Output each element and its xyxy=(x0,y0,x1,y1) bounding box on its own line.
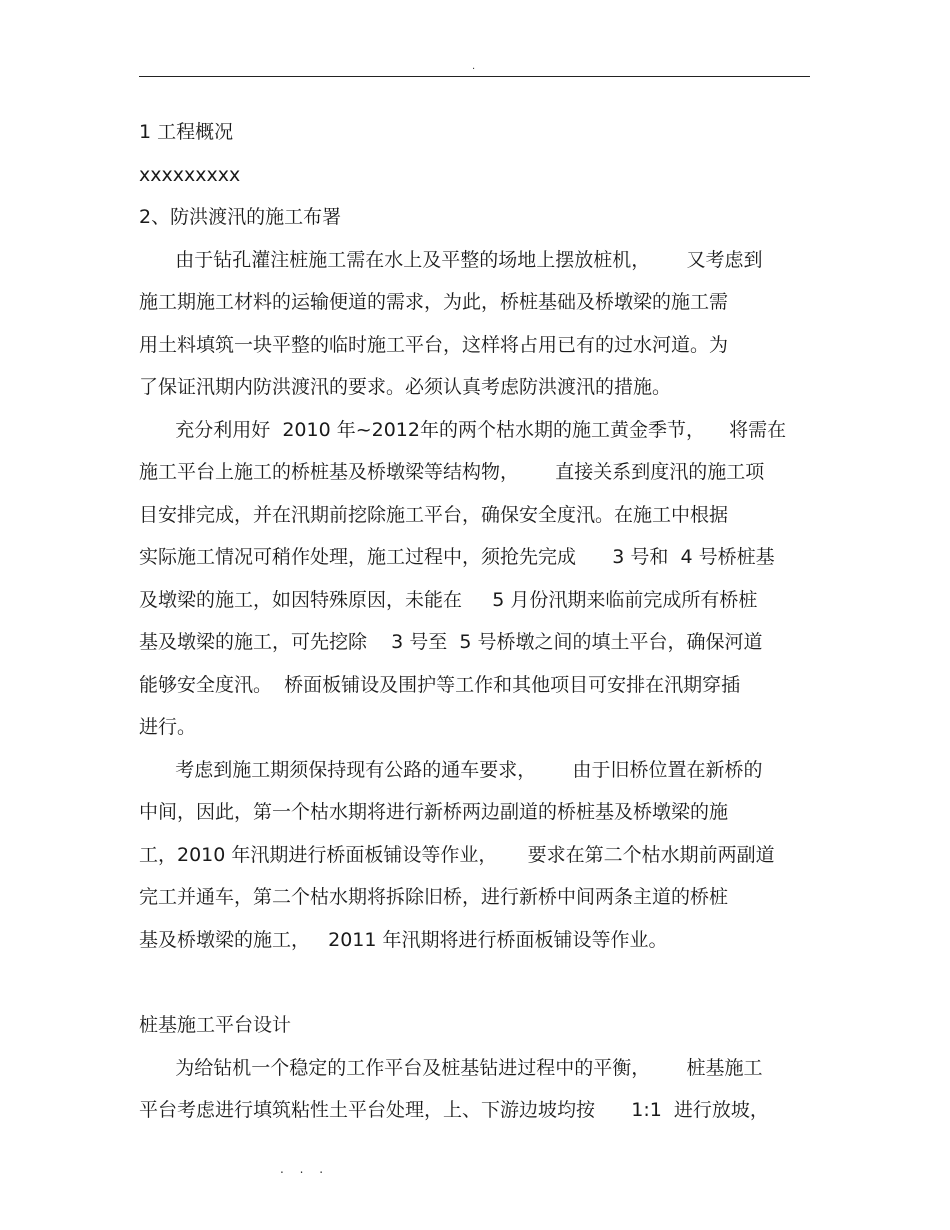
section-heading-1: 1 工程概况 xyxy=(139,121,234,143)
section-heading-2: 2、防洪渡汛的施工布署 xyxy=(139,206,342,228)
placeholder-text: xxxxxxxxx xyxy=(139,163,241,186)
paragraph-line: 用土料填筑一块平整的临时施工平台，这样将占用已有的过水河道。为 xyxy=(139,333,729,356)
paragraph-line: 充分利用好 2010 年~2012年的两个枯水期的施工黄金季节， 将需在 xyxy=(139,418,787,441)
paragraph-line: 考虑到施工期须保持现有公路的通车要求， 由于旧桥位置在新桥的 xyxy=(139,758,763,781)
paragraph-line: 基及桥墩梁的施工， 2011 年汛期将进行桥面板铺设等作业。 xyxy=(139,928,668,951)
paragraph-line: 中间，因此，第一个枯水期将进行新桥两边副道的桥桩基及桥墩梁的施 xyxy=(139,801,729,823)
paragraph-line: 施工平台上施工的桥桩基及桥墩梁等结构物， 直接关系到度汛的施工项 xyxy=(139,461,765,483)
paragraph-line: 基及墩梁的施工，可先挖除 3 号至 5 号桥墩之间的填土平台，确保河道 xyxy=(139,631,763,653)
paragraph-line: 由于钻孔灌注桩施工需在水上及平整的场地上摆放桩机， 又考虑到 xyxy=(139,248,763,271)
paragraph-line: 实际施工情况可稍作处理，施工过程中，须抢先完成 3 号和 4 号桥桩基 xyxy=(139,546,775,568)
paragraph-line: 目安排完成，并在汛期前挖除施工平台，确保安全度汛。在施工中根据 xyxy=(139,503,729,526)
paragraph-line: 为给钻机一个稳定的工作平台及桩基钻进过程中的平衡， 桩基施工 xyxy=(139,1056,763,1079)
header-dot: . xyxy=(472,61,476,72)
paragraph-line: 及墩梁的施工，如因特殊原因，未能在 5 月份汛期来临前完成所有桥桩 xyxy=(139,588,758,611)
section-heading-3: 桩基施工平台设计 xyxy=(139,1014,292,1036)
header-rule xyxy=(139,76,810,77)
footer-dots: . . . xyxy=(280,1162,330,1176)
paragraph-line: 平台考虑进行填筑粘性土平台处理，上、下游边坡均按 1:1 进行放坡， xyxy=(139,1099,769,1121)
paragraph-gap xyxy=(139,961,814,1004)
paragraph-line: 完工并通车，第二个枯水期将拆除旧桥，进行新桥中间两条主道的桥桩 xyxy=(139,886,729,908)
paragraph-line: 工，2010 年汛期进行桥面板铺设等作业， 要求在第二个枯水期前两副道 xyxy=(139,843,775,866)
paragraph-line: 进行。 xyxy=(139,716,197,738)
document-body xyxy=(139,111,814,1132)
paragraph-line: 了保证汛期内防洪渡汛的要求。必须认真考虑防洪渡汛的措施。 xyxy=(139,376,672,398)
paragraph-line: 能够安全度汛。 桥面板铺设及围护等工作和其他项目可安排在汛期穿插 xyxy=(139,673,741,696)
paragraph-line: 施工期施工材料的运输便道的需求，为此，桥桩基础及桥墩梁的施工需 xyxy=(139,291,729,313)
